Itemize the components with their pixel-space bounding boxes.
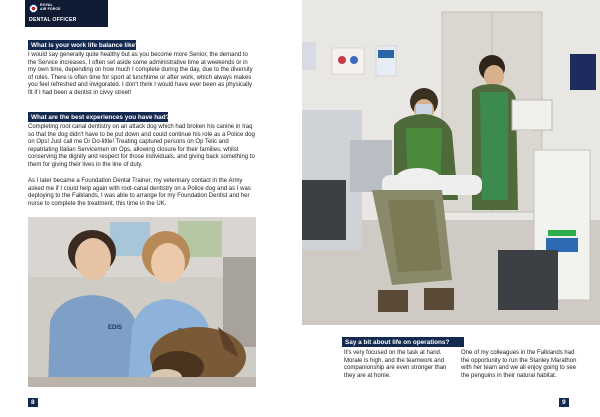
dental-poster-icon: [570, 54, 596, 90]
page-number-right: 9: [559, 398, 569, 407]
answer-best-experiences-para1: Completing root canal dentistry on an attack dog which had broken his canine in Iraq so that the dog didn't have to be put down and could continue his role as a Police dog on Ops! Just call me Dr Do-little! Treating captured persons on Op Telic and repatriating Italian Servicemen on Ops, allowing closure for their families, whilst conserving the dignity and respect for those individuals, and giving back something to them for giving their lives in the line of duty.: [28, 124, 255, 168]
question-work-life-balance: What is your work life balance like?: [28, 40, 136, 50]
photo-dentist-and-nurse-with-dog: [28, 217, 256, 387]
question-best-experiences: What are the best experiences you have had?: [28, 112, 168, 122]
scrub-logo-left: EDIS: [108, 325, 123, 331]
page-number-left: 8: [28, 398, 38, 407]
photo-field-dental-surgery: [302, 0, 600, 325]
raf-header-tab: [25, 0, 108, 27]
section-title: DENTAL OFFICER: [29, 17, 77, 23]
answer-best-experiences-para2: As I later became a Foundation Dental Trainer, my veterinary contact in the Army asked me if I could help again with root-canal dentistry on a Police dog and as I was deploying to the Falklands, I was able to arrange for my Foundation Dentist and her nurse to complete the treatment, this time in the UK.: [28, 178, 251, 207]
answer-work-life-balance: I would say generally quite healthy but as you become more Senior, the demand to the Service increases. I often set aside some administrative time at weekends or in my own time, depending on how much I complete during the day, due to the diversity of roles. There is often time for sport at lunchtime or after work, which always makes you feel refreshed and invigorated. I don't think I would have ever been as physically fit if I had been a dentist in civvy street!: [28, 52, 253, 96]
raf-logo-text: ROYAL AIR FORCE: [40, 3, 61, 11]
answer-operations-col1: It's very focused on the task at hand. Morale is high, and the teamwork and companionship are even stronger than they are at home.: [344, 350, 447, 379]
answer-operations-col2: One of my colleagues in the Falklands had the opportunity to run the Stanley Marathon with her team and we all enjoy going to see the penguins in their natural habitat.: [461, 350, 577, 379]
question-life-on-operations: Say a bit about life on operations?: [342, 337, 464, 347]
raf-roundel-icon: [29, 4, 38, 13]
